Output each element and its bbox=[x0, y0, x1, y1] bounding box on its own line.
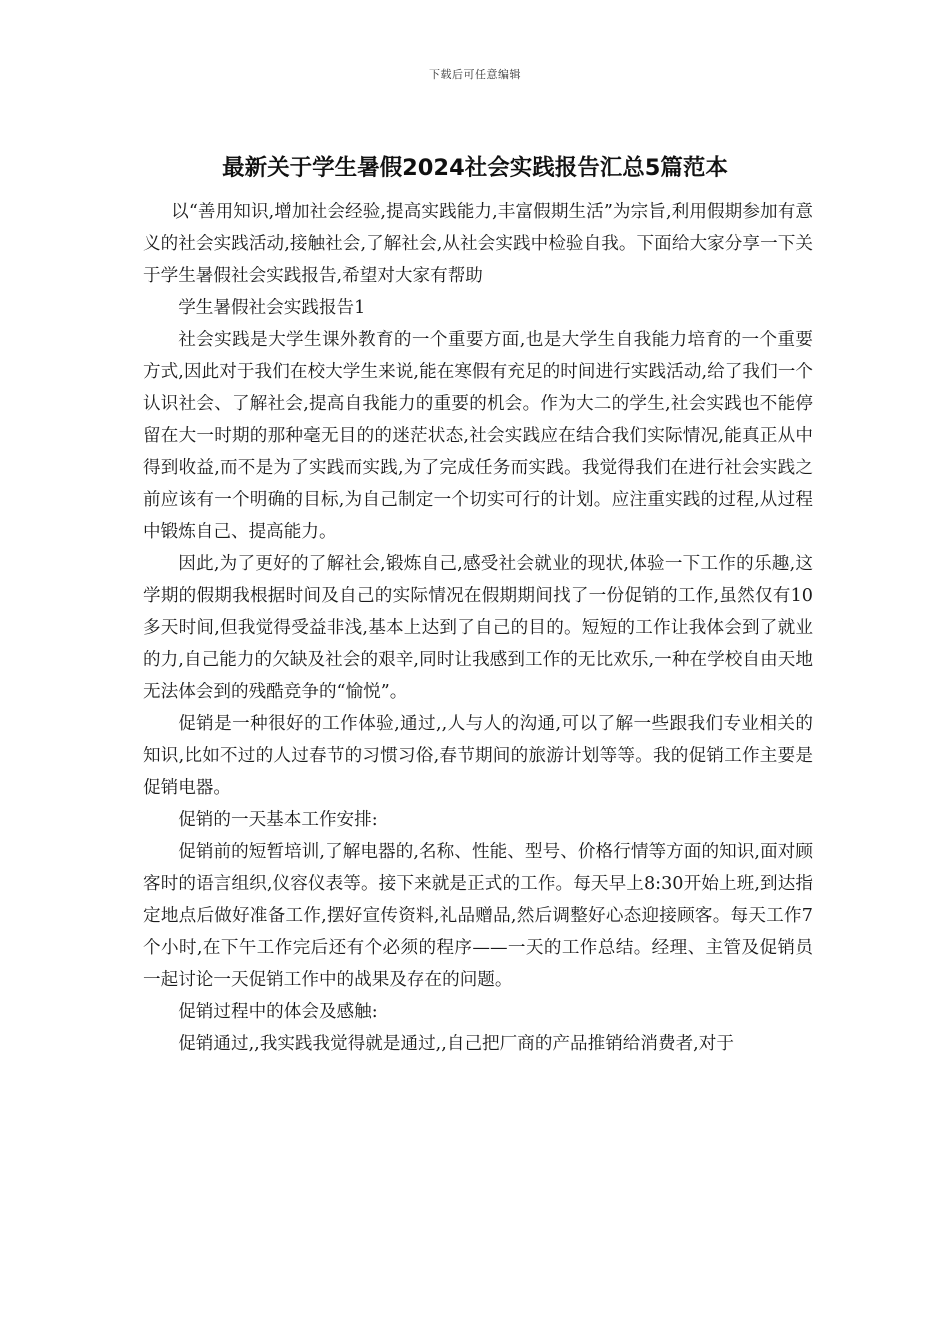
subheading-paragraph: 促销的一天基本工作安排: bbox=[178, 810, 378, 830]
section-heading: 学生暑假社会实践报告1 bbox=[178, 298, 366, 318]
document-title: 最新关于学生暑假2024社会实践报告汇总5篇范本 bbox=[222, 155, 728, 181]
body-paragraph: 促销是一种很好的工作体验,通过,,人与人的沟通,可以了解一些跟我们专业相关的知识,比如不过的人过春节的习惯习俗,春节期间的旅游计划等等。我的促销工作主要是促销电器。 bbox=[143, 714, 813, 798]
body-paragraph: 因此,为了更好的了解社会,锻炼自己,感受社会就业的现状,体验一下工作的乐趣,这学期的假期我根据时间及自己的实际情况在假期期间找了一份促销的工作,虽然仅有10多天时间,但我觉得受益非浅,基本上达到了自己的目的。短短的工作让我体会到了就业的力,自己能力的欠缺及社会的艰辛,同时让我感到工作的无比欢乐,一种在学校自由天地无法体会到的残酷竞争的“愉悦”。 bbox=[143, 554, 813, 702]
intro-paragraph: 以“善用知识,增加社会经验,提高实践能力,丰富假期生活”为宗旨,利用假期参加有意义的社会实践活动,接触社会,了解社会,从社会实践中检验自我。下面给大家分享一下关于学生暑假社会实践报告,希望对大家有帮助 bbox=[143, 202, 813, 286]
header-note: 下载后可任意编辑 bbox=[429, 68, 521, 81]
body-paragraph: 促销前的短暂培训,了解电器的,名称、性能、型号、价格行情等方面的知识,面对顾客时的语言组织,仪容仪表等。接下来就是正式的工作。每天早上8:30开始上班,到达指定地点后做好准备工作,摆好宣传资料,礼品赠品,然后调整好心态迎接顾客。每天工作7个小时,在下午工作完后还有个必须的程序——一天的工作总结。经理、主管及促销员一起讨论一天促销工作中的战果及存在的问题。 bbox=[143, 842, 813, 990]
document-body bbox=[143, 196, 813, 1060]
body-paragraph: 社会实践是大学生课外教育的一个重要方面,也是大学生自我能力培育的一个重要方式,因此对于我们在校大学生来说,能在寒假有充足的时间进行实践活动,给了我们一个认识社会、了解社会,提高自我能力的重要的机会。作为大二的学生,社会实践也不能停留在大一时期的那种毫无目的的迷茫状态,社会实践应在结合我们实际情况,能真正从中得到收益,而不是为了实践而实践,为了完成任务而实践。我觉得我们在进行社会实践之前应该有一个明确的目标,为自己制定一个切实可行的计划。应注重实践的过程,从过程中锻炼自己、提高能力。 bbox=[143, 330, 813, 542]
body-paragraph: 促销通过,,我实践我觉得就是通过,,自己把厂商的产品推销给消费者,对于 bbox=[178, 1034, 734, 1054]
subheading-paragraph: 促销过程中的体会及感触: bbox=[178, 1002, 378, 1022]
